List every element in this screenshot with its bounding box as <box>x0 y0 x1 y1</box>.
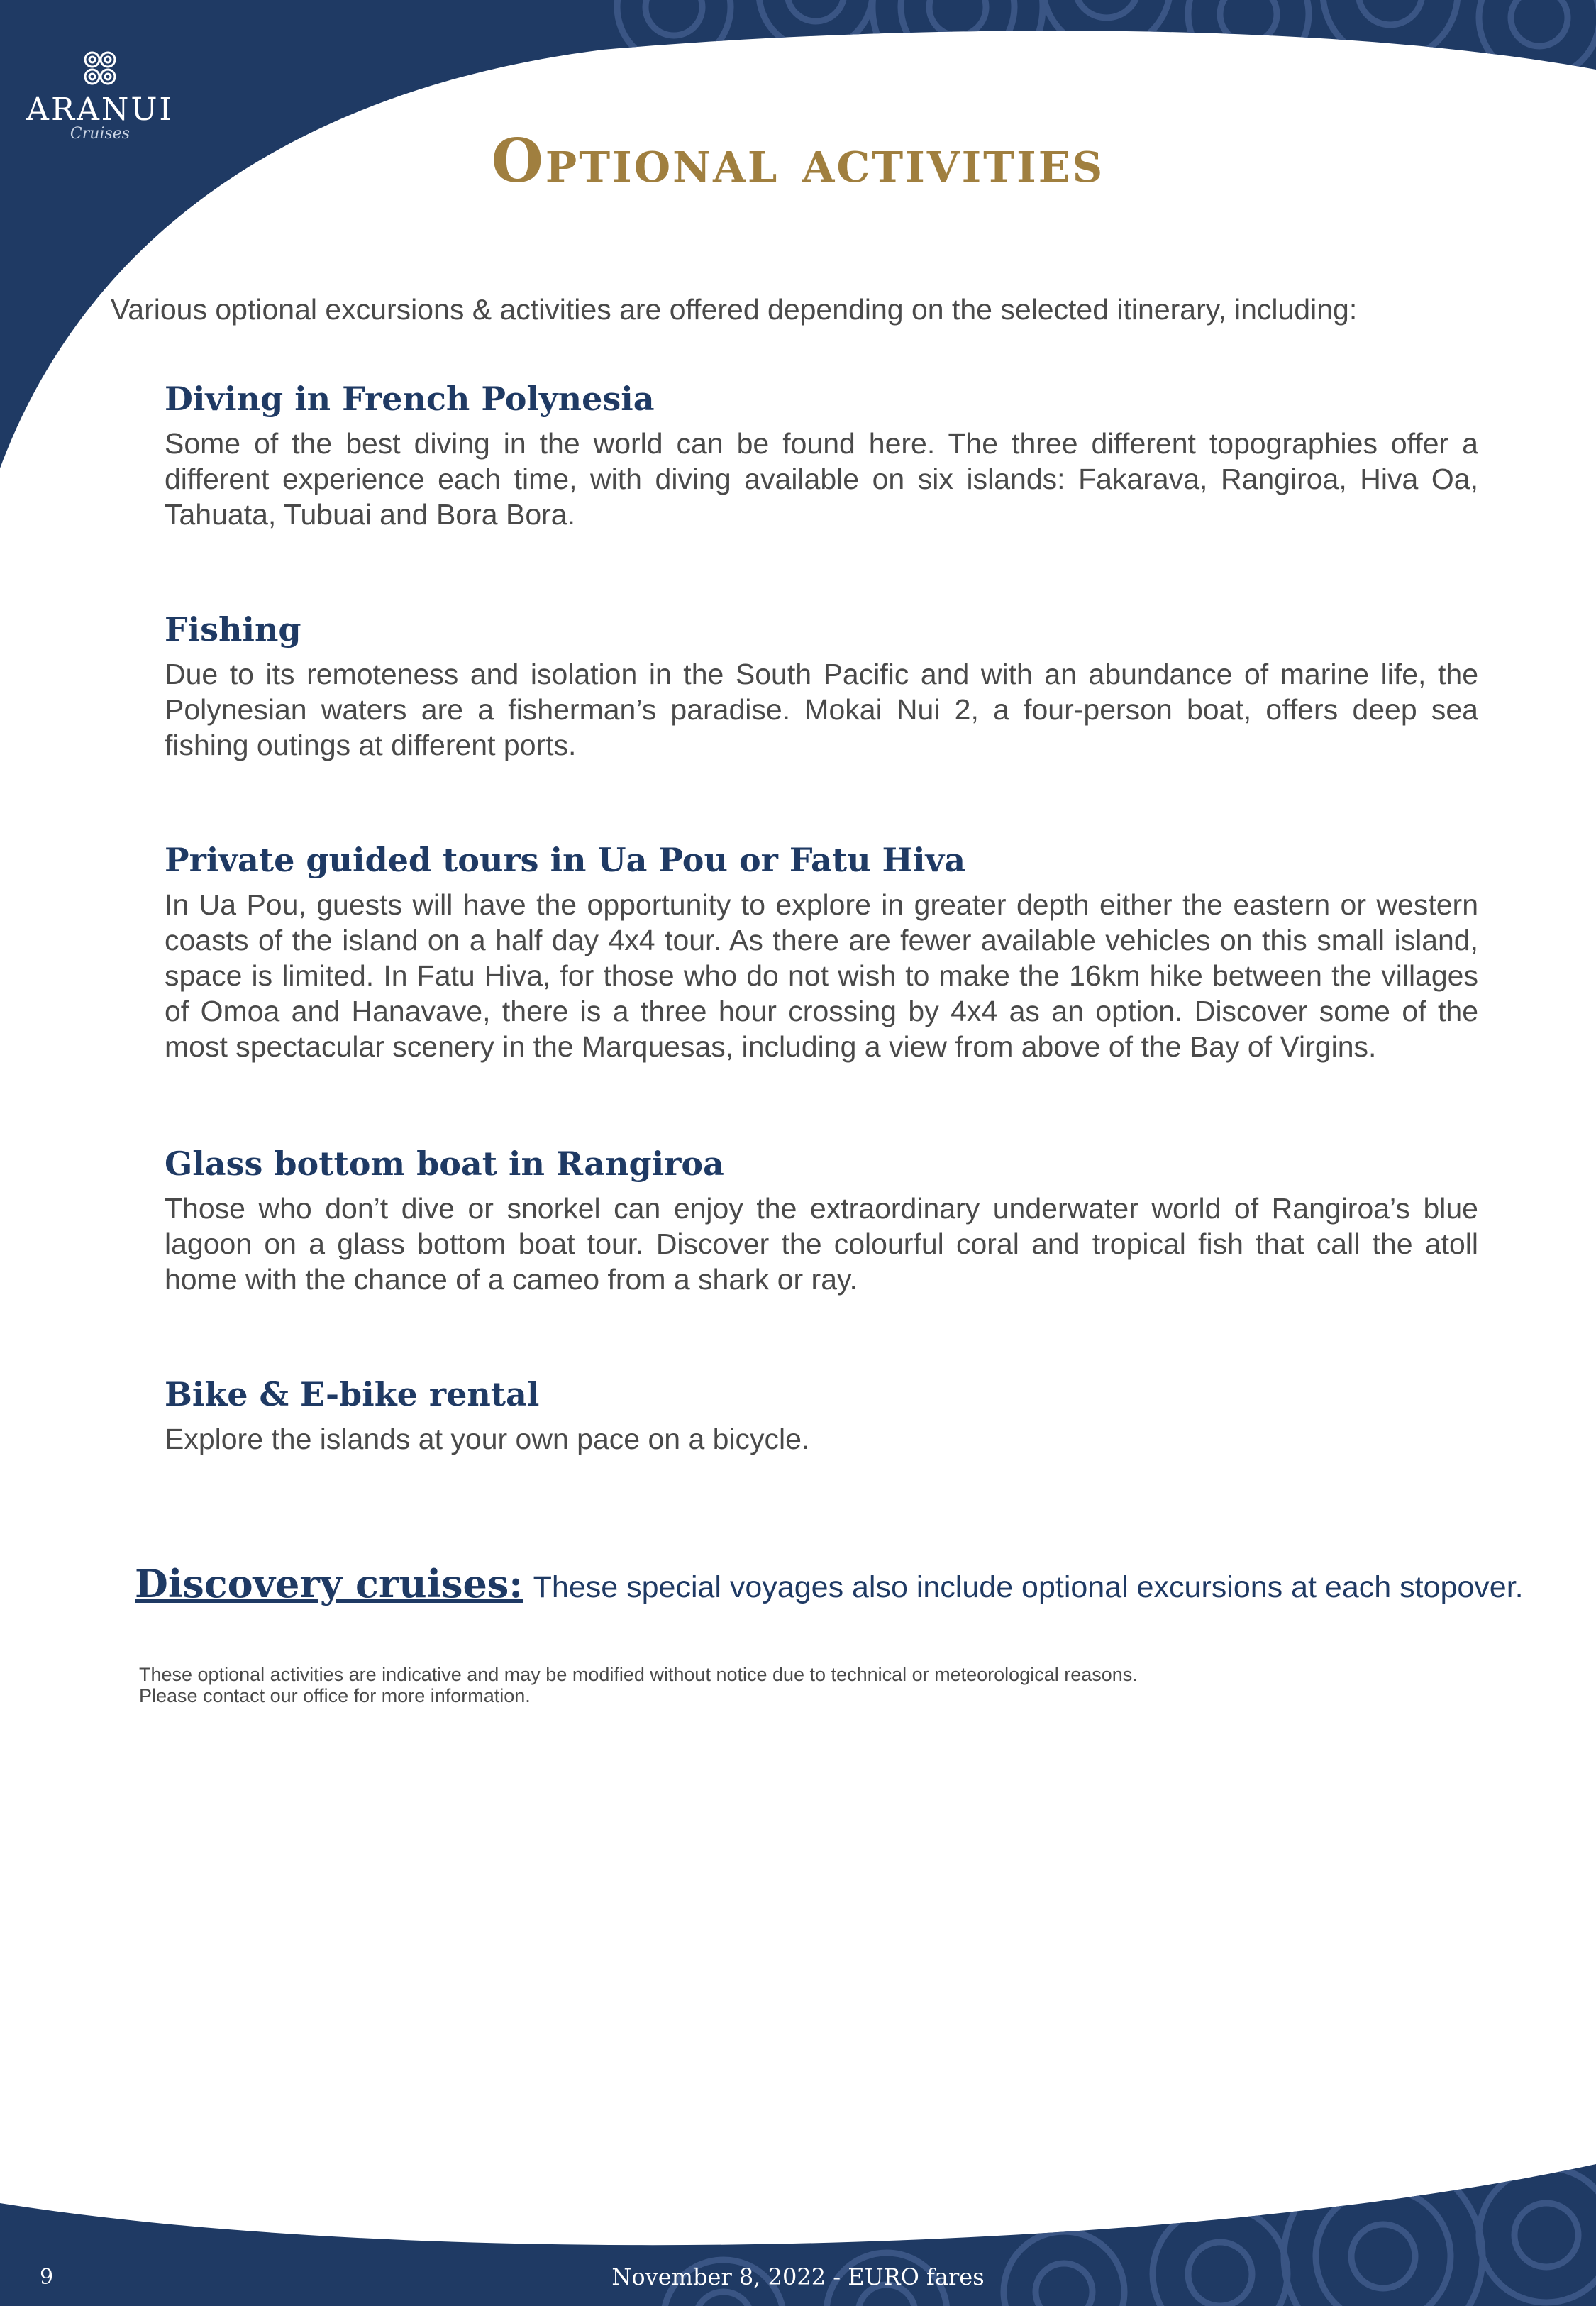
discovery-cruises <box>135 1561 1553 1606</box>
section-heading: Private guided tours in Ua Pou or Fatu Hiva <box>165 841 965 879</box>
page-title: Optional activities <box>491 126 1105 196</box>
section-heading: Diving in French Polynesia <box>165 380 655 418</box>
section-glass-bottom-boat <box>165 1142 1478 1297</box>
section-body: In Ua Pou, guests will have the opportunity to explore in greater depth either the eastern or western coasts of the island on a half day 4x4 tour. As there are fewer available vehicles on this small island, space is limited. In Fatu Hiva, for those who do not wish to make the 16km hike between the villages of Omoa and Hanavave, there is a three hour crossing by 4x4 as an option. Discover some of the most spectacular scenery in the Marquesas, including a view from above of the Bay of Virgins. <box>165 888 1478 1063</box>
footer-date: November 8, 2022 - EURO fares <box>611 2263 985 2290</box>
disclaimer-note <box>139 1664 1487 1706</box>
brand-name: ARANUI <box>26 92 174 128</box>
section-body: Those who don’t dive or snorkel can enjoy the extraordinary underwater world of Rangiroa’s blue lagoon on a glass bottom boat tour. Discover the colourful coral and tropical fish that call the atoll home with the chance of a cameo from a shark or ray. <box>165 1192 1478 1296</box>
discovery-text: These special voyages also include optional excursions at each stopover. <box>533 1570 1524 1604</box>
section-body: Some of the best diving in the world can be found here. The three different topographies offer a different experience each time, with diving available on six islands: Fakarava, Rangiroa, Hiva Oa, Tahuata, Tubuai and Bora Bora. <box>165 427 1478 531</box>
section-body: Explore the islands at your own pace on a bicycle. <box>165 1423 810 1455</box>
section-guided-tours <box>165 839 1478 1064</box>
section-fishing <box>165 608 1478 763</box>
section-heading: Bike & E-bike rental <box>165 1375 540 1413</box>
section-body: Due to its remoteness and isolation in the South Pacific and with an abundance of marine life, the Polynesian waters are a fisherman’s paradise. Mokai Nui 2, a four-person boat, offers deep sea fishing outings at different ports. <box>165 658 1478 761</box>
note-line: Please contact our office for more information. <box>139 1685 531 1706</box>
double-swirl-emblem-icon <box>80 50 120 87</box>
brand-script: Cruises <box>70 125 131 143</box>
intro-text: Various optional excursions & activities are offered depending on the selected itinerary, including: <box>111 293 1358 326</box>
section-heading: Glass bottom boat in Rangiroa <box>165 1144 724 1183</box>
note-line: These optional activities are indicative and may be modified without notice due to technical or meteorological reasons. <box>139 1664 1138 1685</box>
section-heading: Fishing <box>165 610 301 649</box>
section-diving <box>165 377 1478 532</box>
section-bike-rental <box>165 1373 1478 1457</box>
discovery-label: Discovery cruises: <box>135 1561 523 1606</box>
page-number: 9 <box>40 2265 54 2290</box>
